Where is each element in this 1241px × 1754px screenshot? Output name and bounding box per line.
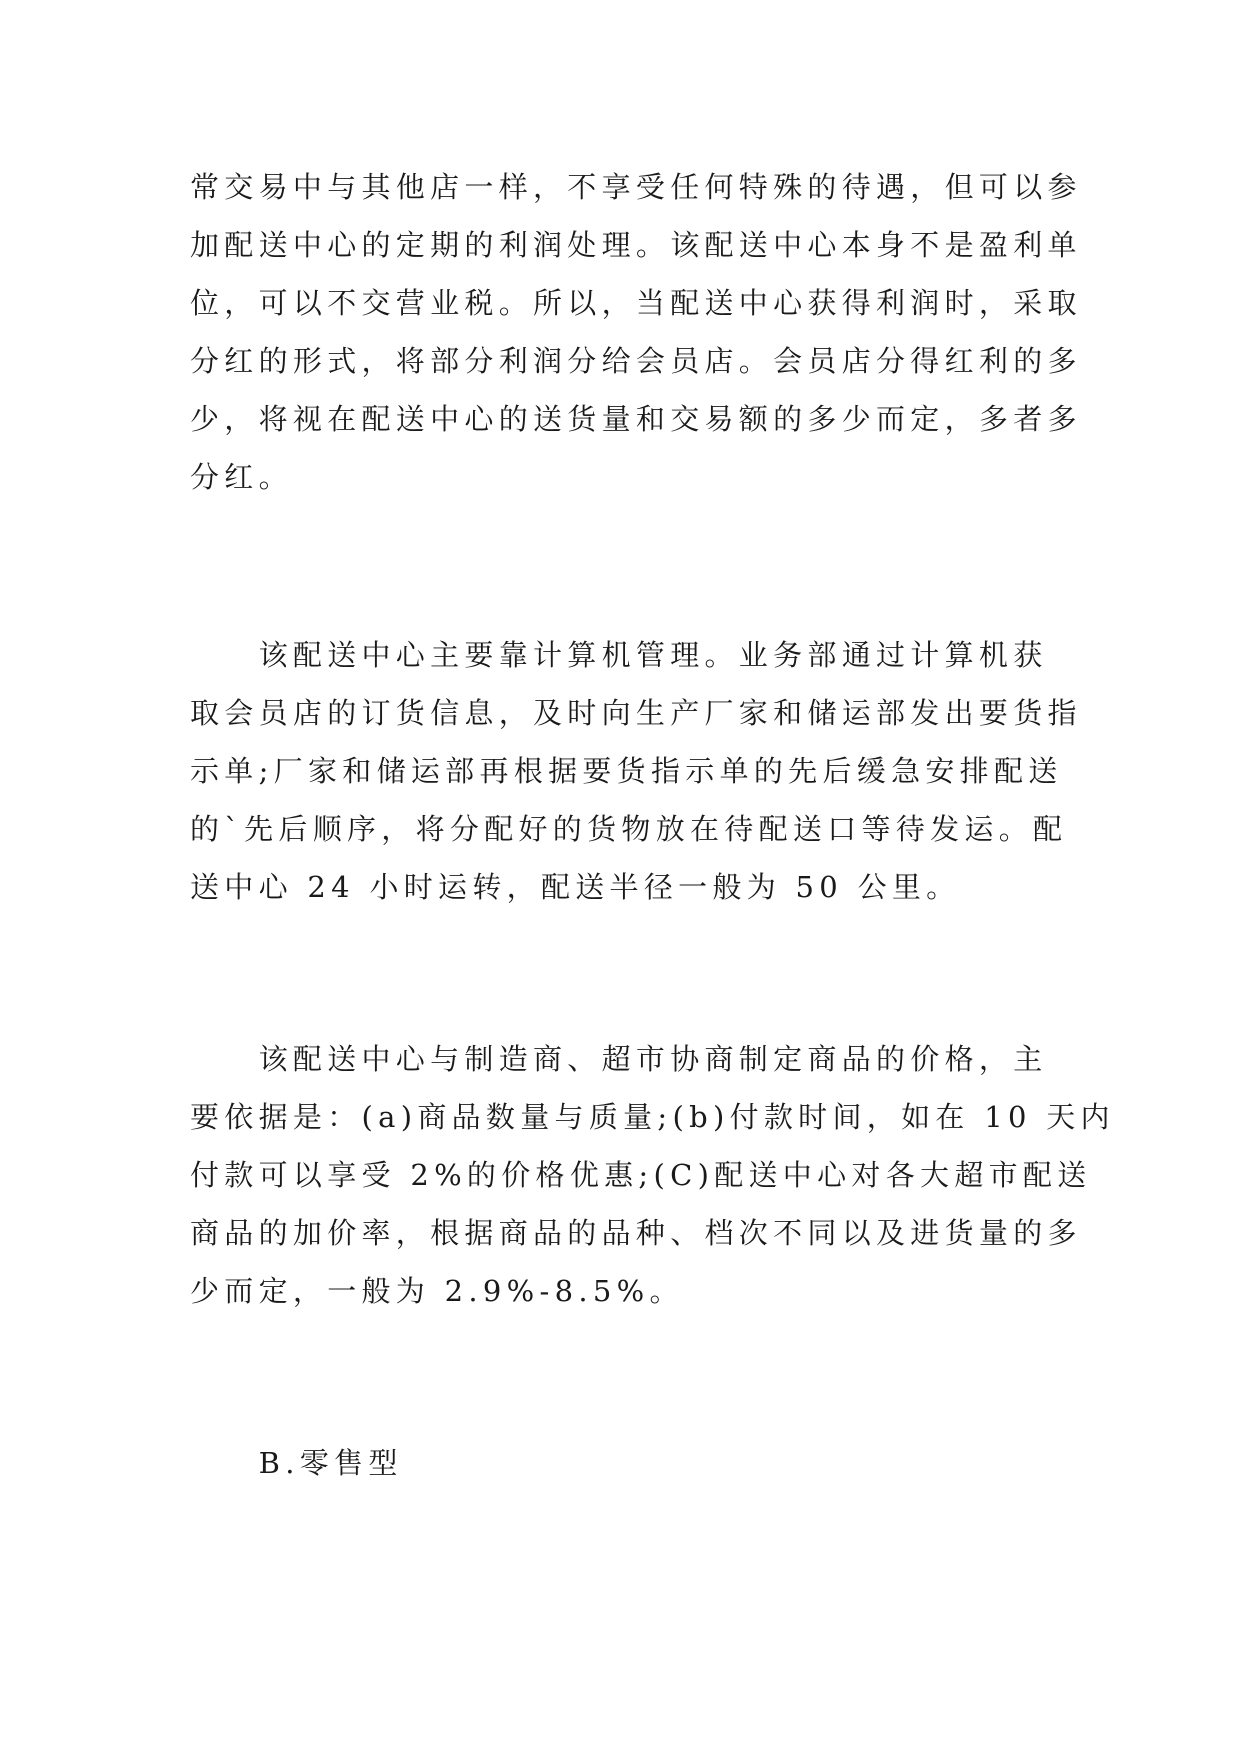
text-line: 商品的加价率，根据商品的品种、档次不同以及进货量的多: [190, 1216, 1082, 1250]
paragraph-profit-sharing: [190, 158, 1082, 506]
text-line: 该配送中心主要靠计算机管理。业务部通过计算机获: [190, 638, 1048, 672]
paragraph-computer-management: [190, 626, 1082, 916]
text-line: 分红的形式，将部分利润分给会员店。会员店分得红利的多: [190, 344, 1082, 378]
text-line: 送中心 24 小时运转，配送半径一般为 50 公里。: [190, 870, 961, 904]
text-line: 加配送中心的定期的利润处理。该配送中心本身不是盈利单: [190, 228, 1082, 262]
text-line: 该配送中心与制造商、超市协商制定商品的价格，主: [190, 1042, 1048, 1076]
text-line: 位，可以不交营业税。所以，当配送中心获得利润时，采取: [190, 286, 1082, 320]
paragraph-pricing: [190, 1030, 1115, 1320]
text-line: 常交易中与其他店一样，不享受任何特殊的待遇，但可以参: [190, 170, 1082, 204]
section-heading: [190, 1434, 1050, 1492]
text-line: 示单;厂家和储运部再根据要货指示单的先后缓急安排配送: [190, 754, 1063, 788]
text-line: 分红。: [190, 460, 293, 494]
text-line: 少而定，一般为 2.9%-8.5%。: [190, 1274, 684, 1308]
text-line: 少，将视在配送中心的送货量和交易额的多少而定，多者多: [190, 402, 1082, 436]
text-line: 取会员店的订货信息，及时向生产厂家和储运部发出要货指: [190, 696, 1082, 730]
text-line: 付款可以享受 2%的价格优惠;(C)配送中心对各大超市配送: [190, 1158, 1092, 1192]
text-line: 的`先后顺序，将分配好的货物放在待配送口等待发运。配: [190, 812, 1068, 846]
text-line: 要依据是：(a)商品数量与质量;(b)付款时间，如在 10 天内: [190, 1100, 1115, 1134]
heading-text: B.零售型: [190, 1446, 403, 1480]
